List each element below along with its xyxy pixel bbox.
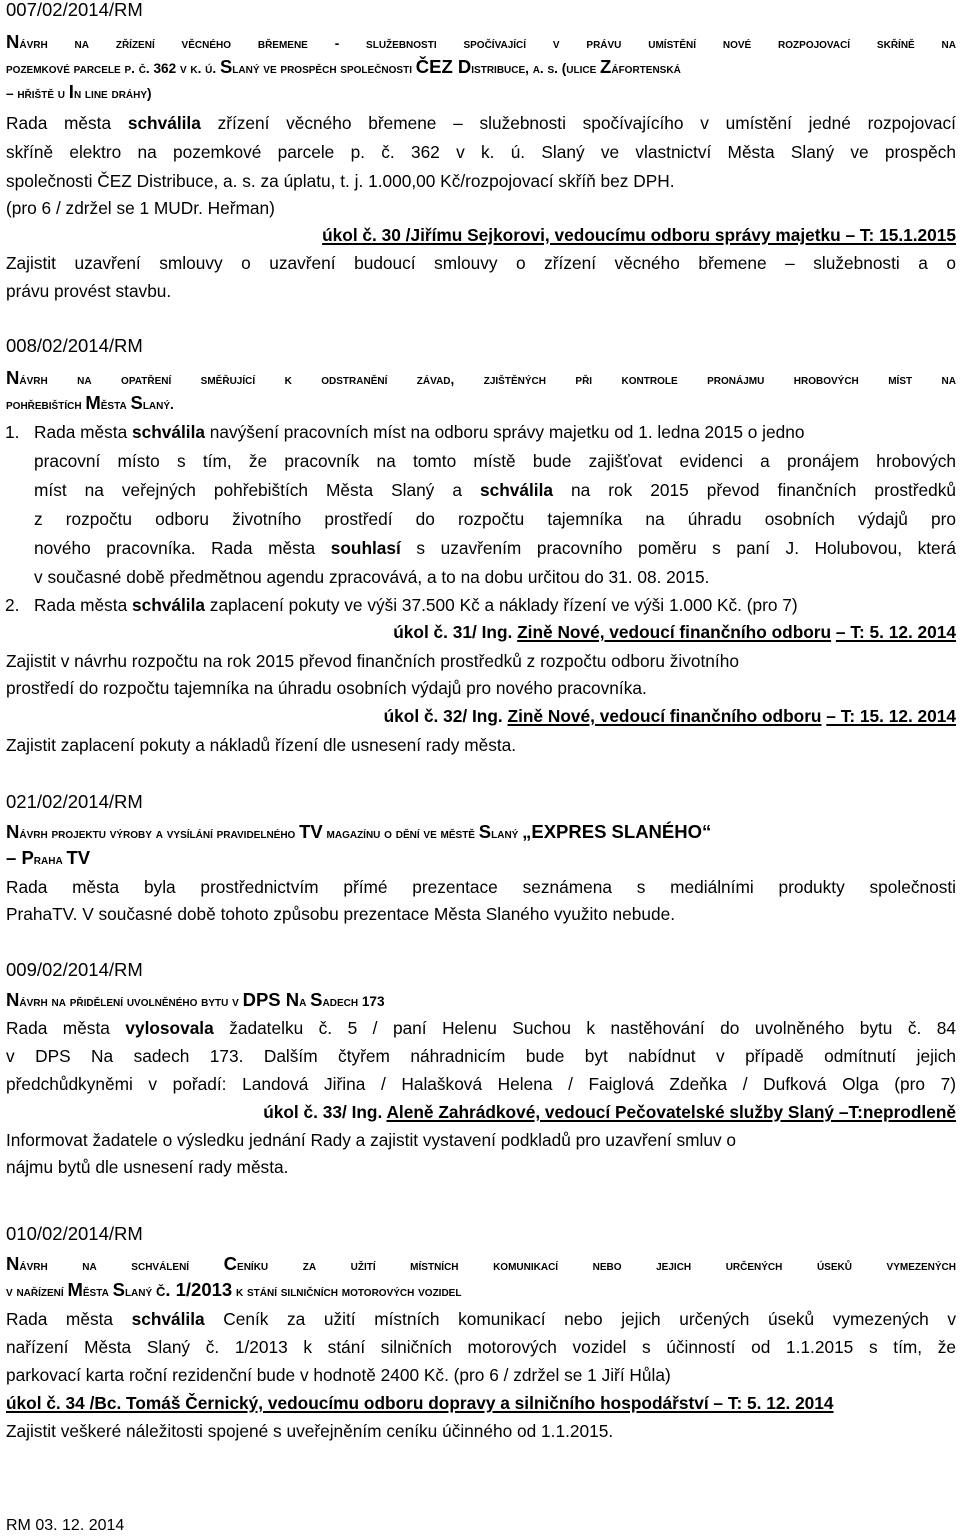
body-line: skříně elektro na pozemkové parcele p. č. 362 v k. ú. Slaný ve vlastnictví Města Slaný ve prospěch [6, 142, 956, 162]
list-number: 2. [5, 595, 20, 615]
resolution-title-line-2: pohřebištích Města Slaný. [6, 392, 174, 413]
resolution-title-line-1: Návrh na schválení Ceníku za užití místních komunikací nebo jejich určených úseků vymezených [6, 1253, 956, 1274]
body-line: Rada města byla prostřednictvím přímé prezentace seznámena s mediálními produkty společnosti [6, 877, 956, 897]
footer-date: RM 03. 12. 2014 [6, 1517, 125, 1534]
resolution-title-line-1: Návrh na zřízení věcného břemene - služebnosti spočívající v právu umístění nové rozpojovací skříně na [6, 31, 956, 52]
body-line: PrahaTV. V současné době tohoto způsobu prezentace Města Slaného využito nebude. [6, 904, 675, 924]
task-line: úkol č. 30 /Jiřímu Sejkorovi, vedoucímu odboru správy majetku – T: 15.1.2015 [322, 225, 956, 245]
resolution-title-line-2: – Praha TV [6, 847, 91, 868]
body-line: Zajistit v návrhu rozpočtu na rok 2015 převod finančních prostředků z rozpočtu odboru životního [6, 651, 739, 671]
body-line: v současné době předmětnou agendu zpracovává, a to na dobu určitou do 31. 08. 2015. [34, 567, 710, 587]
task-line: úkol č. 34 /Bc. Tomáš Černický, vedoucímu odboru dopravy a silničního hospodářství – T: 5. 12. 2014 [6, 1393, 834, 1413]
body-line: míst na veřejných pohřebištích Města Slaný a schválila na rok 2015 převod finančních prostředků [34, 480, 956, 500]
body-line: Zajistit uzavření smlouvy o uzavření budoucí smlouvy o zřízení věcného břemene – služebnosti a o [6, 253, 956, 273]
body-line: společnosti ČEZ Distribuce, a. s. za úplatu, t. j. 1.000,00 Kč/rozpojovací skříň bez DPH. [6, 171, 675, 191]
body-line: předchůdkyněmi v pořadí: Landová Jiřina / Halašková Helena / Faiglová Zdeňka / Dufková Olga (pro 7) [6, 1074, 956, 1094]
body-line: parkovací karta roční rezidenční bude v hodnotě 2400 Kč. (pro 6 / zdržel se 1 Jiří Hůla) [6, 1365, 671, 1385]
list-item-2: 2. Rada města schválila zaplacení pokuty ve výši 37.500 Kč a náklady řízení ve výši 1.000 Kč. (pro 7) [5, 595, 798, 615]
list-number: 1. [5, 422, 20, 442]
body-line: Informovat žadatele o výsledku jednání Rady a zajistit vystavení podkladů pro uzavření smluv o [6, 1130, 737, 1150]
list-item-1: 1. Rada města schválila navýšení pracovních míst na odboru správy majetku od 1. ledna 2015 o jedno [5, 422, 805, 442]
resolution-number: 009/02/2014/RM [6, 959, 143, 980]
body-line: v DPS Na sadech 173. Dalším čtyřem náhradnicím bude byt nabídnut v případě odmítnutí jejich [6, 1046, 956, 1066]
resolution-title-line-3: – hřiště u In line dráhy) [6, 81, 152, 102]
body-line: nájmu bytů dle usnesení rady města. [6, 1157, 289, 1177]
resolution-title-line-2: pozemkové parcele p. č. 362 v k. ú. Slaný ve prospěch společnosti ČEZ Distribuce, a. s. (ulice Záfortenská [6, 56, 681, 77]
body-line: Rada města vylosovala žadatelku č. 5 / paní Helenu Suchou k nastěhování do uvolněného bytu č. 84 [6, 1018, 956, 1038]
resolution-number: 021/02/2014/RM [6, 791, 143, 812]
resolution-title-line-1: Návrh na opatření směřující k odstranění závad, zjištěných při kontrole pronájmu hrobových míst na [6, 367, 956, 388]
body-line: (pro 6 / zdržel se 1 MUDr. Heřman) [6, 198, 275, 218]
task-line: úkol č. 31/ Ing. Zině Nové, vedoucí finančního odboru – T: 5. 12. 2014 [393, 622, 956, 642]
resolution-number: 008/02/2014/RM [6, 335, 143, 356]
resolution-title: Návrh na přidělení uvolněného bytu v DPS Na Sadech 173 [6, 989, 385, 1010]
resolution-number: 010/02/2014/RM [6, 1223, 143, 1244]
body-line: z rozpočtu odboru životního prostředí do rozpočtu tajemníka na úhradu osobních výdajů pro [34, 509, 956, 529]
body-line: nařízení Města Slaný č. 1/2013 k stání silničních motorových vozidel s účinností od 1.1.2015 s tím, že [6, 1337, 956, 1357]
resolution-number: 007/02/2014/RM [6, 0, 143, 20]
body-line: nového pracovníka. Rada města souhlasí s uzavřením pracovního poměru s paní J. Holubovou, která [34, 538, 956, 558]
body-line: Rada města schválila zřízení věcného břemene – služebnosti spočívajícího v umístění jedné rozpojovací [6, 113, 956, 133]
resolution-title-line-2: v nařízení Města Slaný č. 1/2013 k stání silničních motorových vozidel [6, 1279, 462, 1300]
body-line: prostředí do rozpočtu tajemníka na úhradu osobních výdajů pro nového pracovníka. [6, 678, 647, 698]
body-line: právu provést stavbu. [6, 281, 172, 301]
body-line: Zajistit veškeré náležitosti spojené s uveřejněním ceníku účinného od 1.1.2015. [6, 1421, 614, 1441]
body-line: Zajistit zaplacení pokuty a nákladů řízení dle usnesení rady města. [6, 735, 517, 755]
task-line: úkol č. 32/ Ing. Zině Nové, vedoucí finančního odboru – T: 15. 12. 2014 [383, 706, 956, 726]
task-line: úkol č. 33/ Ing. Aleně Zahrádkové, vedoucí Pečovatelské služby Slaný –T:neprodleně [263, 1102, 956, 1122]
resolution-title-line-1: Návrh projektu výroby a vysílání pravidelného TV magazínu o dění ve městě Slaný „EXPRES SLANÉHO“ [6, 821, 712, 842]
body-line: Rada města schválila Ceník za užití místních komunikací nebo jejich určených úseků vymezených v [6, 1309, 956, 1329]
body-line: pracovní místo s tím, že pracovník na tomto místě bude zajišťovat evidenci a pronájem hrobových [34, 451, 956, 471]
